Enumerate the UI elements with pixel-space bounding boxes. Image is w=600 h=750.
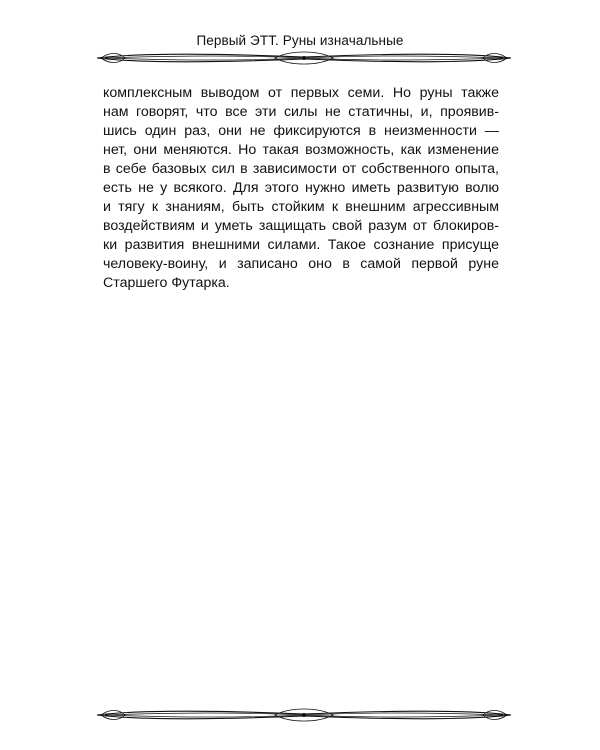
running-head-title: Первый ЭТТ. Руны изначальные [196,33,404,48]
text-line: комплексным выводом от первых семи. Но руны также [103,85,499,101]
body-paragraph [103,84,499,293]
text-line: воздействиям и уметь защищать свой разум от блокиров- [103,218,499,234]
text-line: в себе базовых сил в зависимости от собственного опыта, [103,161,499,177]
footer-ornament [95,705,513,725]
text-line: Старшего Футарка. [103,275,230,291]
text-line: и тягу к знаниям, быть стойким к внешним агрессивным [103,199,499,215]
text-line: есть не у всякого. Для этого нужно иметь развитую волю [103,180,499,196]
text-line: человеку-воину, и записано оно в самой первой руне [103,256,499,272]
text-line: шись один раз, они не фиксируются в неизменности — [103,123,499,139]
header-ornament [95,48,513,68]
text-line: нет, они меняются. Но такая возможность, как изменение [103,142,499,158]
text-line: нам говорят, что все эти силы не статичны, и, проявив- [103,104,499,120]
text-line: ки развития внешними силами. Такое сознание присуще [103,237,499,253]
